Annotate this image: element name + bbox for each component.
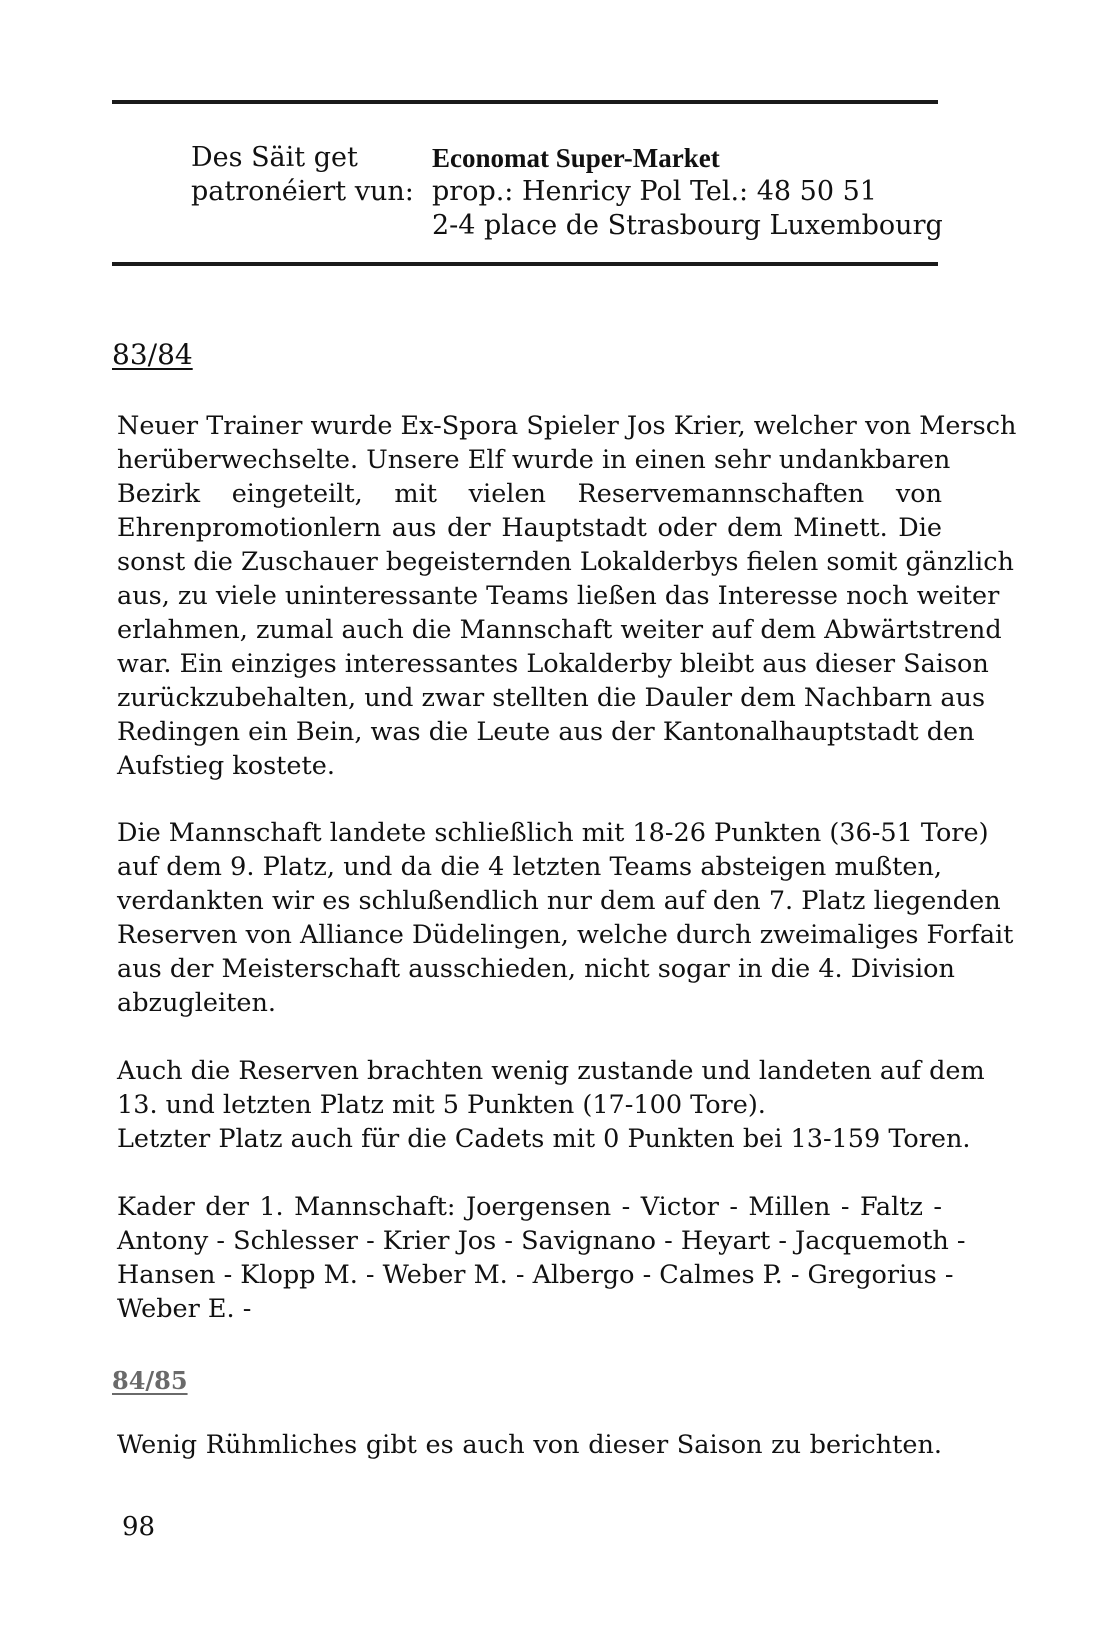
- text-line: auf dem 9. Platz, und da die 4 letzten Teams absteigen mußten,: [117, 852, 942, 882]
- text-line: herüberwechselte. Unsere Elf wurde in einen sehr undankbaren: [117, 445, 951, 475]
- text-line: zurückzubehalten, und zwar stellten die Dauler dem Nachbarn aus: [117, 683, 986, 713]
- text-line: aus der Meisterschaft ausschieden, nicht sogar in die 4. Division: [117, 954, 955, 984]
- text-line: Wenig Rühmliches gibt es auch von dieser Saison zu berichten.: [117, 1430, 942, 1460]
- page-number: 98: [122, 1512, 156, 1542]
- paragraph-5: [117, 1428, 942, 1462]
- top-divider: [112, 100, 938, 104]
- text-line: erlahmen, zumal auch die Mannschaft weiter auf dem Abwärtstrend: [117, 615, 1002, 645]
- text-line: sonst die Zuschauer begeisternden Lokalderbys fielen somit gänzlich: [117, 547, 1014, 577]
- text-line: war. Ein einziges interessantes Lokalderby bleibt aus dieser Saison: [117, 649, 989, 679]
- text-line: Antony - Schlesser - Krier Jos - Savignano - Heyart - Jacquemoth -: [117, 1226, 966, 1256]
- sponsor-details: [432, 141, 943, 243]
- text-line: Redingen ein Bein, was die Leute aus der Kantonalhauptstadt den: [117, 717, 975, 747]
- paragraph-4: [117, 1190, 966, 1326]
- sponsor-label: [191, 141, 414, 209]
- text-line: Neuer Trainer wurde Ex-Spora Spieler Jos Krier, welcher von Mersch: [117, 411, 1017, 441]
- sponsor-address: 2-4 place de Strasbourg Luxembourg: [432, 210, 943, 241]
- sponsor-label-line-1: Des Säit get: [191, 142, 358, 173]
- season-heading-83-84: 83/84: [112, 338, 193, 371]
- text-line: 13. und letzten Platz mit 5 Punkten (17-100 Tore).: [117, 1090, 766, 1120]
- text-line: Weber E. -: [117, 1294, 252, 1324]
- text-line: verdankten wir es schlußendlich nur dem auf den 7. Platz liegenden: [117, 886, 1001, 916]
- bottom-divider: [112, 262, 938, 266]
- sponsor-contact: prop.: Henricy Pol Tel.: 48 50 51: [432, 176, 877, 207]
- text-line: Kader der 1. Mannschaft: Joergensen - Victor - Millen - Faltz -: [117, 1192, 942, 1222]
- text-line: aus, zu viele uninteressante Teams ließen das Interesse noch weiter: [117, 581, 1000, 611]
- text-line: Bezirk eingeteilt, mit vielen Reservemannschaften von: [117, 479, 942, 509]
- text-line: Ehrenpromotionlern aus der Hauptstadt oder dem Minett. Die: [117, 513, 942, 543]
- text-line: Letzter Platz auch für die Cadets mit 0 Punkten bei 13-159 Toren.: [117, 1124, 971, 1154]
- sponsor-name: Economat Super-Market: [432, 143, 720, 173]
- season-heading-84-85: 84/85: [112, 1366, 188, 1395]
- text-line: Aufstieg kostete.: [117, 751, 335, 781]
- paragraph-2: [117, 816, 1014, 1020]
- text-line: Auch die Reserven brachten wenig zustande und landeten auf dem: [117, 1056, 985, 1086]
- text-line: Hansen - Klopp M. - Weber M. - Albergo - Calmes P. - Gregorius -: [117, 1260, 954, 1290]
- sponsor-label-line-2: patronéiert vun:: [191, 176, 414, 207]
- text-line: Die Mannschaft landete schließlich mit 18-26 Punkten (36-51 Tore): [117, 818, 989, 848]
- text-line: Reserven von Alliance Düdelingen, welche durch zweimaliges Forfait: [117, 920, 1014, 950]
- text-line: abzugleiten.: [117, 988, 276, 1018]
- paragraph-3: [117, 1054, 985, 1156]
- paragraph-1: [117, 409, 1017, 783]
